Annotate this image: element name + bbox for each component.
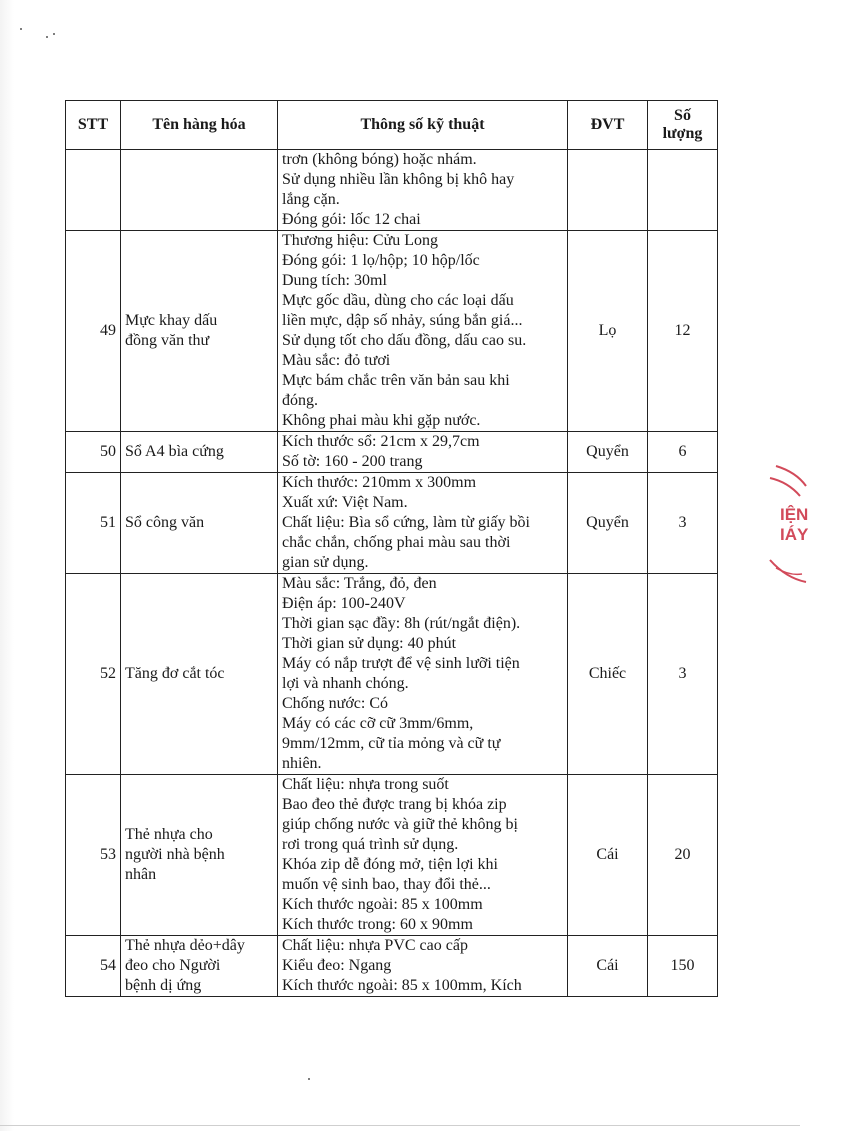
- table-row: [66, 231, 718, 432]
- row-quantity: 150: [648, 936, 718, 997]
- row-stt: [66, 150, 121, 231]
- scan-speck: [20, 28, 22, 30]
- spec-line: Đóng gói: 1 lọ/hộp; 10 hộp/lốc: [282, 252, 480, 269]
- spec-line: Màu sắc: Trắng, đỏ, đen: [282, 575, 437, 592]
- spec-line: giúp chống nước và giữ thẻ không bị: [282, 816, 518, 833]
- spec-line: Không phai màu khi gặp nước.: [282, 412, 481, 429]
- row-spec: [278, 432, 568, 473]
- row-unit: [568, 150, 648, 231]
- item-name-line: bệnh dị ứng: [125, 977, 202, 994]
- spec-line: Đóng gói: lốc 12 chai: [282, 211, 421, 228]
- spec-line: Kích thước sổ: 21cm x 29,7cm: [282, 433, 480, 450]
- row-stt: 54: [66, 936, 121, 997]
- row-stt: 50: [66, 432, 121, 473]
- header-stt: STT: [66, 101, 121, 150]
- row-unit: Cái: [568, 775, 648, 936]
- row-spec: [278, 473, 568, 574]
- spec-line: Kích thước ngoài: 85 x 100mm: [282, 896, 483, 913]
- table-row: [66, 574, 718, 775]
- row-stt: 51: [66, 473, 121, 574]
- scan-speck: [308, 1078, 310, 1080]
- row-item-name: [121, 150, 278, 231]
- row-quantity: 3: [648, 473, 718, 574]
- row-unit: Lọ: [568, 231, 648, 432]
- header-name: Tên hàng hóa: [121, 101, 278, 150]
- spec-line: Thời gian sạc đầy: 8h (rút/ngắt điện).: [282, 615, 521, 632]
- item-name-line: Thẻ nhựa dẻo+dây: [125, 937, 245, 954]
- header-unit: ĐVT: [568, 101, 648, 150]
- item-name-line: đồng văn thư: [125, 332, 210, 349]
- spec-line: Số tờ: 160 - 200 trang: [282, 453, 423, 470]
- spec-line: nhiên.: [282, 755, 322, 772]
- row-stt: 53: [66, 775, 121, 936]
- spec-line: Dung tích: 30ml: [282, 272, 387, 289]
- row-unit: Chiếc: [568, 574, 648, 775]
- spec-line: Mực gốc dầu, dùng cho các loại dấu: [282, 292, 514, 309]
- spec-line: Thời gian sử dụng: 40 phút: [282, 635, 457, 652]
- header-qty-line2: lượng: [662, 125, 703, 142]
- table-header-row: [66, 101, 718, 150]
- spec-line: Kích thước ngoài: 85 x 100mm, Kích: [282, 977, 522, 994]
- row-unit: Cái: [568, 936, 648, 997]
- spec-line: Kiểu đeo: Ngang: [282, 957, 392, 974]
- spec-line: Kích thước trong: 60 x 90mm: [282, 916, 473, 933]
- item-name-line: Thẻ nhựa cho: [125, 826, 213, 843]
- stamp-line1: IỆN: [780, 505, 809, 524]
- scan-page-edge: [0, 0, 14, 1131]
- row-item-name: [121, 574, 278, 775]
- spec-line: gian sử dụng.: [282, 554, 369, 571]
- spec-line: Bao đeo thẻ được trang bị khóa zip: [282, 796, 507, 813]
- spec-line: Sử dụng nhiều lần không bị khô hay: [282, 171, 515, 188]
- row-quantity: 6: [648, 432, 718, 473]
- header-qty-line1: Số: [674, 107, 691, 124]
- item-name-line: nhân: [125, 866, 157, 883]
- spec-line: Xuất xứ: Việt Nam.: [282, 494, 408, 511]
- spec-line: Chất liệu: nhựa PVC cao cấp: [282, 937, 468, 954]
- spec-line: Màu sắc: đỏ tươi: [282, 352, 391, 369]
- row-item-name: [121, 936, 278, 997]
- table-row: [66, 150, 718, 231]
- spec-line: chắc chắn, chống phai màu sau thời: [282, 534, 511, 551]
- item-name-line: người nhà bệnh: [125, 846, 225, 863]
- goods-spec-table: [65, 100, 718, 997]
- row-item-name: [121, 473, 278, 574]
- row-spec: [278, 574, 568, 775]
- row-spec: [278, 775, 568, 936]
- table-row: [66, 473, 718, 574]
- row-item-name: [121, 432, 278, 473]
- header-spec: Thông số kỹ thuật: [278, 101, 568, 150]
- row-unit: Quyển: [568, 432, 648, 473]
- spec-line: Chất liệu: Bìa sổ cứng, làm từ giấy bồi: [282, 514, 530, 531]
- row-item-name: [121, 775, 278, 936]
- row-quantity: 12: [648, 231, 718, 432]
- item-name-line: Tăng đơ cắt tóc: [125, 665, 225, 682]
- item-name-line: Sổ A4 bìa cứng: [125, 443, 224, 460]
- spec-line: Mực bám chắc trên văn bản sau khi: [282, 372, 510, 389]
- spec-line: Chất liệu: nhựa trong suốt: [282, 776, 449, 793]
- row-stt: 52: [66, 574, 121, 775]
- spec-line: lợi và nhanh chóng.: [282, 675, 409, 692]
- item-name-line: Mực khay dấu: [125, 312, 218, 329]
- item-name-line: Sổ công văn: [125, 514, 205, 531]
- row-unit: Quyển: [568, 473, 648, 574]
- spec-line: trơn (không bóng) hoặc nhám.: [282, 151, 477, 168]
- item-name-line: đeo cho Người: [125, 957, 221, 974]
- spec-line: Kích thước: 210mm x 300mm: [282, 474, 477, 491]
- spec-line: lắng cặn.: [282, 191, 340, 208]
- row-item-name: [121, 231, 278, 432]
- scan-speck: [46, 36, 48, 38]
- spec-line: 9mm/12mm, cữ tỉa mỏng và cữ tự: [282, 735, 501, 752]
- scan-speck: [53, 33, 55, 35]
- scan-bottom-edge: [0, 1125, 800, 1126]
- header-qty: [648, 101, 718, 150]
- table-row: [66, 432, 718, 473]
- spec-line: Chống nước: Có: [282, 695, 389, 712]
- spec-line: Điện áp: 100-240V: [282, 595, 406, 612]
- spec-line: Máy có nắp trượt để vệ sinh lưỡi tiện: [282, 655, 520, 672]
- row-stt: 49: [66, 231, 121, 432]
- row-spec: [278, 150, 568, 231]
- row-quantity: 20: [648, 775, 718, 936]
- spec-line: Sử dụng tốt cho dấu đồng, dấu cao su.: [282, 332, 527, 349]
- row-spec: [278, 231, 568, 432]
- stamp-line2: IÁY: [780, 525, 809, 544]
- spec-line: Thương hiệu: Cửu Long: [282, 232, 439, 249]
- spec-line: liền mực, dập số nhảy, súng bắn giá...: [282, 312, 523, 329]
- red-stamp-partial: [766, 460, 856, 590]
- spec-line: Khóa zip dễ đóng mở, tiện lợi khi: [282, 856, 498, 873]
- row-quantity: 3: [648, 574, 718, 775]
- table-row: [66, 936, 718, 997]
- spec-line: Máy có các cỡ cữ 3mm/6mm,: [282, 715, 474, 732]
- row-quantity: [648, 150, 718, 231]
- table-row: [66, 775, 718, 936]
- row-spec: [278, 936, 568, 997]
- spec-line: rơi trong quá trình sử dụng.: [282, 836, 459, 853]
- spec-line: muốn vệ sinh bao, thay đổi thẻ...: [282, 876, 491, 893]
- spec-line: đóng.: [282, 392, 318, 409]
- stamp-text: [780, 505, 808, 545]
